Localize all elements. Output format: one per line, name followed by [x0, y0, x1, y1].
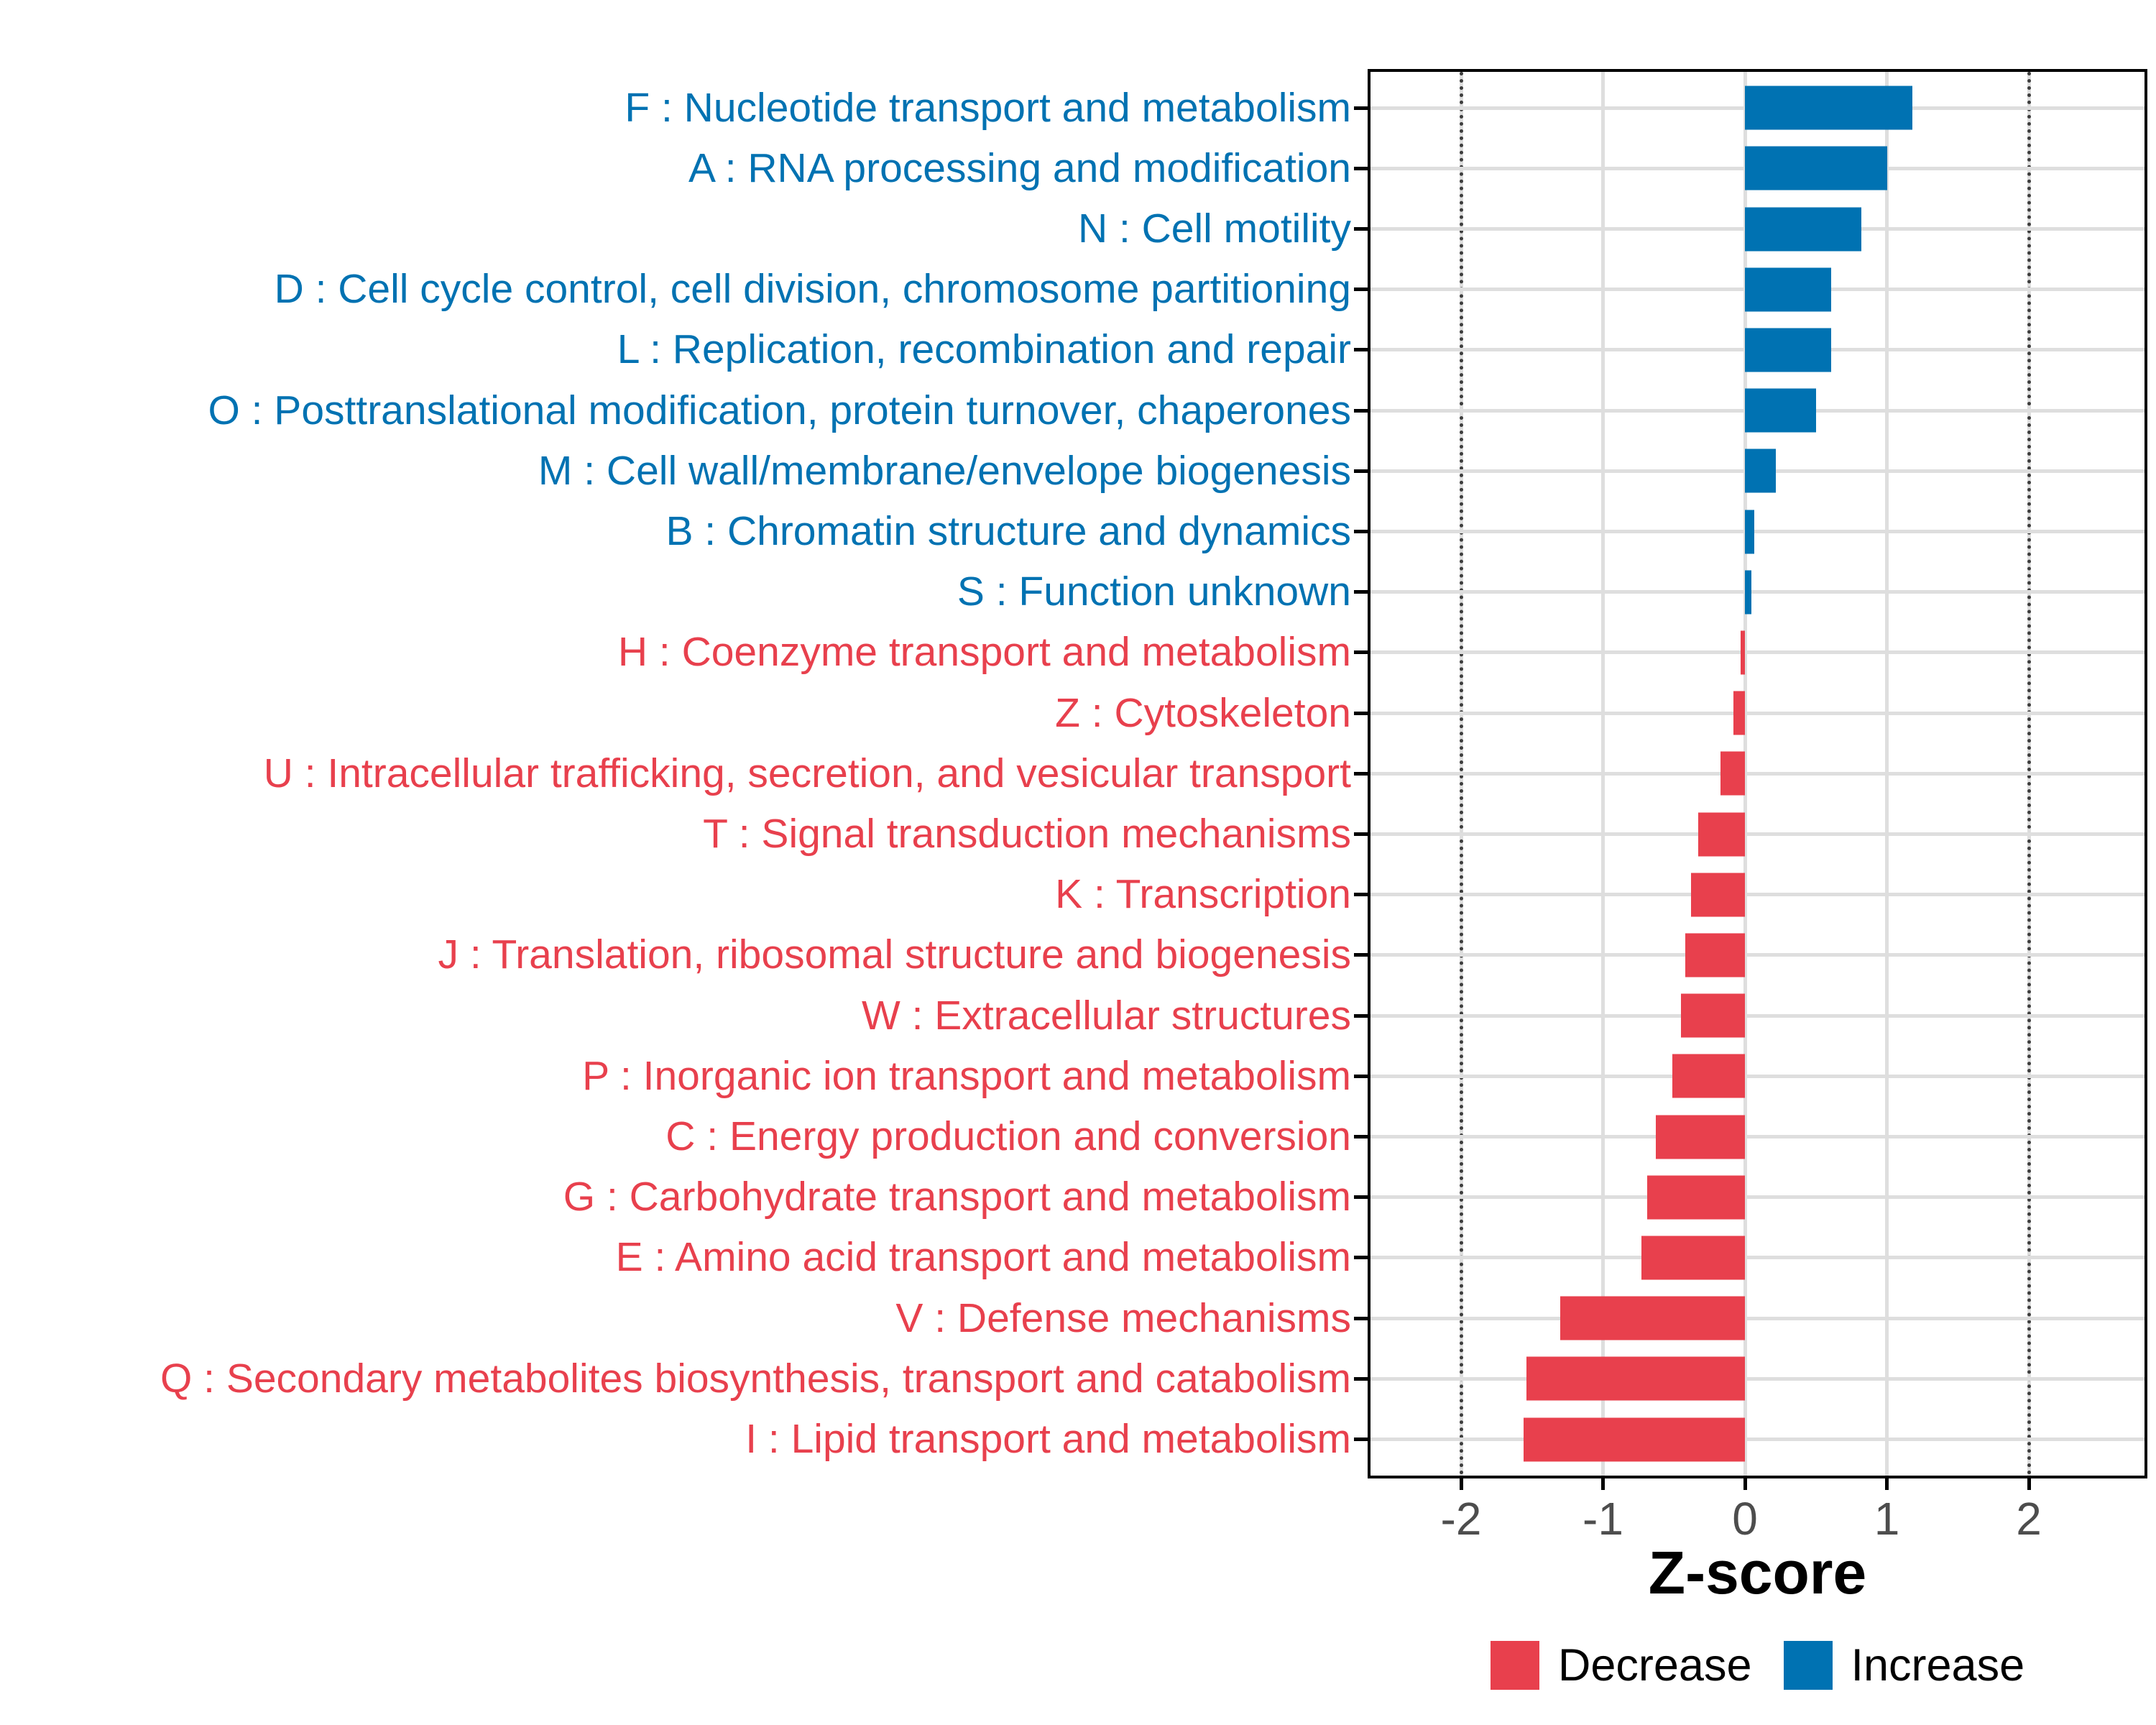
- bar-row: [1370, 865, 2145, 925]
- bar-row: [1370, 1167, 2145, 1228]
- category-label: J : Translation, ribosomal structure and biogenesis: [438, 932, 1351, 978]
- y-axis-tick: [1354, 1195, 1368, 1199]
- bar-row: [1370, 1228, 2145, 1288]
- legend-item-decrease: [1491, 1641, 1752, 1690]
- horizontal-gridline: [1370, 953, 2145, 957]
- zscore-bar-A: [1745, 147, 1887, 190]
- zscore-bar-U: [1720, 752, 1745, 796]
- category-label: D : Cell cycle control, cell division, chromosome partitioning: [274, 266, 1351, 313]
- decrease-label: Decrease: [1557, 1639, 1752, 1690]
- bar-row: [1370, 138, 2145, 198]
- horizontal-gridline: [1370, 650, 2145, 654]
- y-axis-tick: [1354, 530, 1368, 533]
- category-label: K : Transcription: [1055, 871, 1351, 918]
- bar-row: [1370, 1288, 2145, 1348]
- y-axis-tick: [1354, 288, 1368, 291]
- y-axis-tick: [1354, 1438, 1368, 1441]
- increase-label: Increase: [1851, 1639, 2025, 1690]
- category-label: A : RNA processing and modification: [688, 144, 1351, 191]
- category-label-row: [0, 1348, 1351, 1409]
- y-axis-tick: [1354, 1317, 1368, 1320]
- bar-row: [1370, 1106, 2145, 1167]
- x-axis-tick-label: 2: [2016, 1493, 2042, 1545]
- y-axis-tick: [1354, 1014, 1368, 1018]
- y-axis-tick: [1354, 167, 1368, 170]
- legend: [1368, 1639, 2147, 1692]
- x-axis-tick: [1460, 1478, 1463, 1490]
- category-label-row: [0, 1046, 1351, 1106]
- zscore-bar-W: [1681, 994, 1745, 1038]
- y-axis-tick: [1354, 590, 1368, 594]
- zscore-bar-F: [1745, 86, 1912, 130]
- category-label: N : Cell motility: [1077, 206, 1351, 252]
- category-label-row: [0, 1228, 1351, 1288]
- zscore-bar-Z: [1733, 691, 1745, 735]
- horizontal-gridline: [1370, 1377, 2145, 1381]
- y-axis-tick: [1354, 832, 1368, 836]
- category-label: C : Energy production and conversion: [665, 1113, 1351, 1160]
- category-axis-labels: [0, 78, 1351, 1470]
- legend-item-increase: [1784, 1641, 2025, 1690]
- horizontal-gridline: [1370, 590, 2145, 594]
- y-axis-tick: [1354, 893, 1368, 896]
- bar-row: [1370, 562, 2145, 622]
- y-axis-tick: [1354, 106, 1368, 110]
- category-label: T : Signal transduction mechanisms: [703, 811, 1351, 857]
- zscore-bar-T: [1698, 812, 1745, 856]
- category-label: G : Carbohydrate transport and metabolism: [563, 1174, 1351, 1220]
- decrease-swatch: [1491, 1641, 1539, 1690]
- zscore-bar-N: [1745, 207, 1861, 251]
- category-label-row: [0, 743, 1351, 804]
- x-axis-tick-label: -2: [1440, 1493, 1482, 1545]
- category-label-row: [0, 138, 1351, 198]
- bar-row: [1370, 985, 2145, 1046]
- bar-row: [1370, 380, 2145, 441]
- category-label: M : Cell wall/membrane/envelope biogenesis: [538, 447, 1351, 494]
- x-axis-tick: [1885, 1478, 1889, 1490]
- y-axis-tick: [1354, 409, 1368, 413]
- bar-row: [1370, 743, 2145, 804]
- bar-row: [1370, 683, 2145, 743]
- category-label: U : Intracellular trafficking, secretion, and vesicular transport: [263, 750, 1351, 796]
- zscore-bar-O: [1745, 389, 1816, 433]
- bar-row: [1370, 804, 2145, 864]
- category-label-row: [0, 259, 1351, 320]
- horizontal-gridline: [1370, 1014, 2145, 1018]
- bar-row: [1370, 320, 2145, 380]
- x-axis-title: Z-score: [1648, 1539, 1867, 1606]
- y-axis-tick: [1354, 1075, 1368, 1078]
- horizontal-gridline: [1370, 832, 2145, 836]
- category-label-row: [0, 198, 1351, 259]
- category-label: Q : Secondary metabolites biosynthesis, transport and catabolism: [160, 1355, 1351, 1402]
- horizontal-gridline: [1370, 1438, 2145, 1441]
- category-label: V : Defense mechanisms: [895, 1294, 1351, 1341]
- zscore-bar-K: [1691, 873, 1745, 916]
- category-label-row: [0, 380, 1351, 441]
- horizontal-gridline: [1370, 1195, 2145, 1199]
- y-axis-tick: [1354, 953, 1368, 957]
- category-label-row: [0, 441, 1351, 501]
- category-label-row: [0, 501, 1351, 561]
- increase-swatch: [1784, 1641, 1833, 1690]
- bar-row: [1370, 259, 2145, 320]
- bar-row: [1370, 1348, 2145, 1409]
- zscore-bar-D: [1745, 267, 1831, 311]
- zscore-bar-Q: [1526, 1357, 1745, 1401]
- category-label-row: [0, 925, 1351, 985]
- zscore-bar-S: [1745, 570, 1751, 614]
- category-label: O : Posttranslational modification, protein turnover, chaperones: [208, 387, 1351, 433]
- bar-row: [1370, 1409, 2145, 1469]
- x-axis-tick-label: 0: [1732, 1493, 1758, 1545]
- x-axis-tick: [1601, 1478, 1605, 1490]
- category-label: L : Replication, recombination and repair: [617, 326, 1351, 373]
- horizontal-gridline: [1370, 1135, 2145, 1138]
- y-axis-tick: [1354, 469, 1368, 473]
- category-label: P : Inorganic ion transport and metabolism: [582, 1052, 1351, 1099]
- x-axis-tick: [2027, 1478, 2031, 1490]
- category-label: W : Extracellular structures: [862, 992, 1351, 1039]
- bar-row: [1370, 925, 2145, 985]
- zscore-bar-L: [1745, 328, 1831, 372]
- y-axis-tick: [1354, 712, 1368, 715]
- category-label: E : Amino acid transport and metabolism: [615, 1234, 1351, 1281]
- zscore-bar-G: [1647, 1175, 1745, 1219]
- y-axis-tick: [1354, 348, 1368, 351]
- bar-row: [1370, 78, 2145, 138]
- y-axis-tick: [1354, 772, 1368, 776]
- bar-row: [1370, 622, 2145, 683]
- horizontal-gridline: [1370, 1075, 2145, 1078]
- category-label-row: [0, 1288, 1351, 1348]
- category-label-row: [0, 78, 1351, 138]
- category-label-row: [0, 683, 1351, 743]
- category-label-row: [0, 320, 1351, 380]
- y-axis-tick: [1354, 1377, 1368, 1381]
- plot-panel-inner: [1370, 72, 2145, 1476]
- zscore-bar-J: [1685, 933, 1745, 977]
- zscore-bar-E: [1641, 1236, 1745, 1279]
- zscore-bar-P: [1672, 1054, 1745, 1098]
- y-axis-tick: [1354, 227, 1368, 231]
- zscore-bar-V: [1560, 1297, 1745, 1340]
- x-axis-tick-label: -1: [1583, 1493, 1623, 1545]
- category-label-row: [0, 1106, 1351, 1167]
- category-label: H : Coenzyme transport and metabolism: [617, 629, 1351, 676]
- zscore-bar-B: [1745, 510, 1754, 553]
- zscore-bar-I: [1524, 1417, 1745, 1461]
- bar-row: [1370, 441, 2145, 501]
- zscore-bar-M: [1745, 449, 1776, 493]
- plot-panel: [1368, 69, 2147, 1478]
- category-label-row: [0, 622, 1351, 683]
- horizontal-gridline: [1370, 712, 2145, 715]
- bar-row: [1370, 501, 2145, 561]
- x-axis-tick: [1743, 1478, 1747, 1490]
- category-label-row: [0, 562, 1351, 622]
- category-label-row: [0, 865, 1351, 925]
- zscore-bar-C: [1656, 1115, 1745, 1159]
- category-label: F : Nucleotide transport and metabolism: [625, 84, 1351, 131]
- y-axis-tick: [1354, 1256, 1368, 1259]
- y-axis-tick: [1354, 650, 1368, 654]
- category-label-row: [0, 1167, 1351, 1228]
- horizontal-gridline: [1370, 530, 2145, 533]
- bar-row: [1370, 1046, 2145, 1106]
- bar-rows: [1370, 72, 2145, 1476]
- category-label-row: [0, 804, 1351, 864]
- category-label: Z : Cytoskeleton: [1055, 689, 1351, 736]
- category-label-row: [0, 985, 1351, 1046]
- horizontal-gridline: [1370, 893, 2145, 896]
- zscore-bar-H: [1741, 630, 1745, 674]
- y-axis-tick: [1354, 1135, 1368, 1138]
- x-axis-tick-label: 1: [1874, 1493, 1900, 1545]
- category-label: B : Chromatin structure and dynamics: [665, 508, 1351, 555]
- category-label-row: [0, 1409, 1351, 1469]
- horizontal-gridline: [1370, 1256, 2145, 1259]
- horizontal-gridline: [1370, 1317, 2145, 1320]
- horizontal-gridline: [1370, 772, 2145, 776]
- category-label: S : Function unknown: [957, 569, 1351, 615]
- bar-row: [1370, 198, 2145, 259]
- category-label: I : Lipid transport and metabolism: [745, 1416, 1351, 1463]
